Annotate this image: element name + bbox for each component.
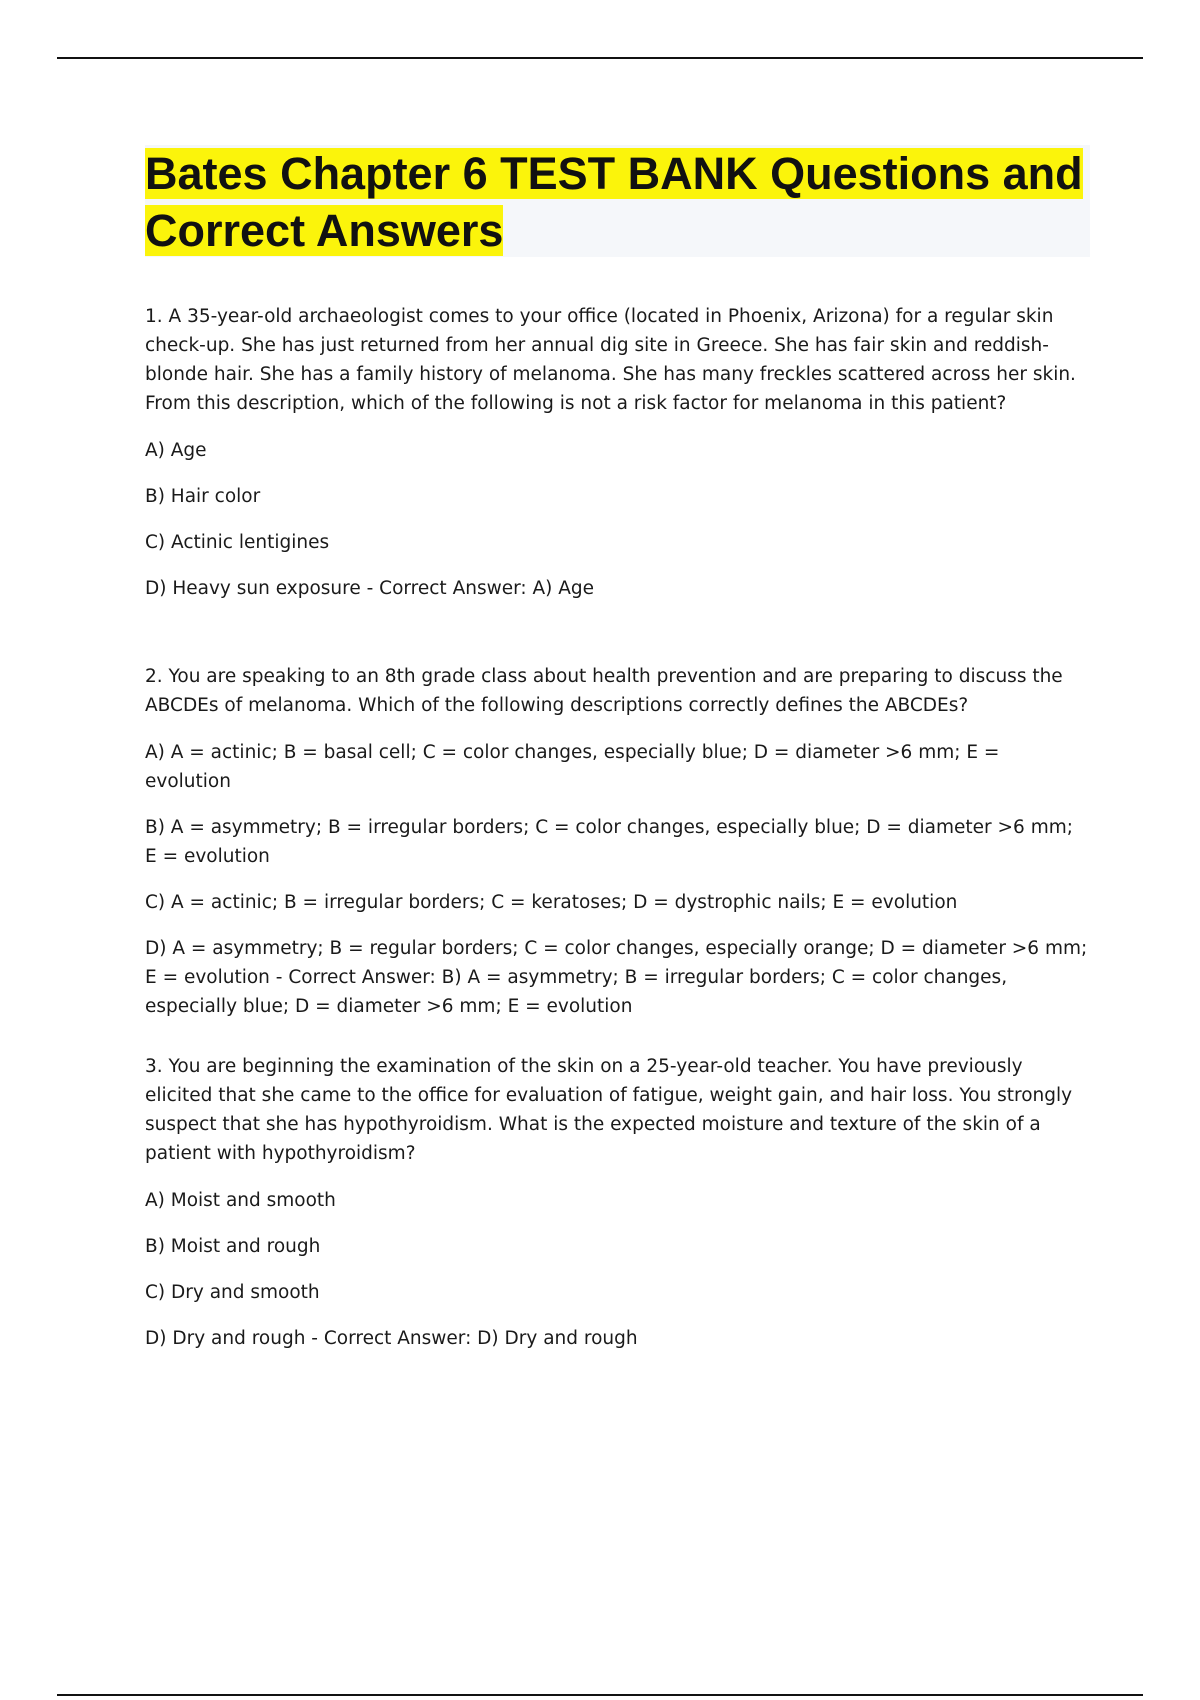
title-block	[145, 145, 1090, 257]
answer-option-a: A) Age	[145, 440, 207, 461]
answer-option-c: C) A = actinic; B = irregular borders; C = keratoses; D = dystrophic nails; E = evolution	[145, 892, 958, 913]
question-text: 1. A 35-year-old archaeologist comes to your office (located in Phoenix, Arizona) for a regular skin check-up. She has just returned from her annual dig site in Greece. She has fair skin and reddish-blonde hair. She has a family history of melanoma. She has many freckles scattered across her skin. From this description, which of the following is not a risk factor for melanoma in this patient?	[145, 306, 1076, 414]
answer-option-b: B) Moist and rough	[145, 1236, 321, 1257]
answer-option-d: D) A = asymmetry; B = regular borders; C = color changes, especially orange; D = diameter >6 mm; E = evolution - Correct Answer: B) A = asymmetry; B = irregular borders; C = color changes, especially blue; D = diameter >6 mm; E = evolution	[145, 938, 1088, 1017]
answer-option-d: D) Heavy sun exposure - Correct Answer: A) Age	[145, 578, 595, 599]
answer-option-a: A) Moist and smooth	[145, 1190, 336, 1211]
answer-option-c: C) Actinic lentigines	[145, 532, 330, 553]
answer-option-b: B) A = asymmetry; B = irregular borders; C = color changes, especially blue; D = diameter >6 mm; E = evolution	[145, 817, 1073, 867]
answer-option-c: C) Dry and smooth	[145, 1282, 320, 1303]
question-list	[145, 302, 1090, 1370]
page-title	[145, 145, 1090, 259]
question-2	[145, 662, 1090, 1052]
bottom-rule	[57, 1694, 1143, 1696]
answer-option-d: D) Dry and rough - Correct Answer: D) Dry and rough	[145, 1328, 638, 1349]
title-highlight: Bates Chapter 6 TEST BANK Questions and Correct Answers	[145, 148, 1083, 256]
question-1	[145, 302, 1090, 662]
question-text: 2. You are speaking to an 8th grade class about health prevention and are preparing to discuss the ABCDEs of melanoma. Which of the following descriptions correctly defines the ABCDEs?	[145, 666, 1063, 716]
question-text: 3. You are beginning the examination of the skin on a 25-year-old teacher. You have previously elicited that she came to the office for evaluation of fatigue, weight gain, and hair loss. You strongly suspect that she has hypothyroidism. What is the expected moisture and texture of the skin of a patient with hypothyroidism?	[145, 1056, 1073, 1164]
top-rule	[57, 57, 1143, 59]
answer-option-a: A) A = actinic; B = basal cell; C = color changes, especially blue; D = diameter >6 mm; E = evolution	[145, 742, 1000, 792]
question-3	[145, 1052, 1090, 1353]
answer-option-b: B) Hair color	[145, 486, 261, 507]
